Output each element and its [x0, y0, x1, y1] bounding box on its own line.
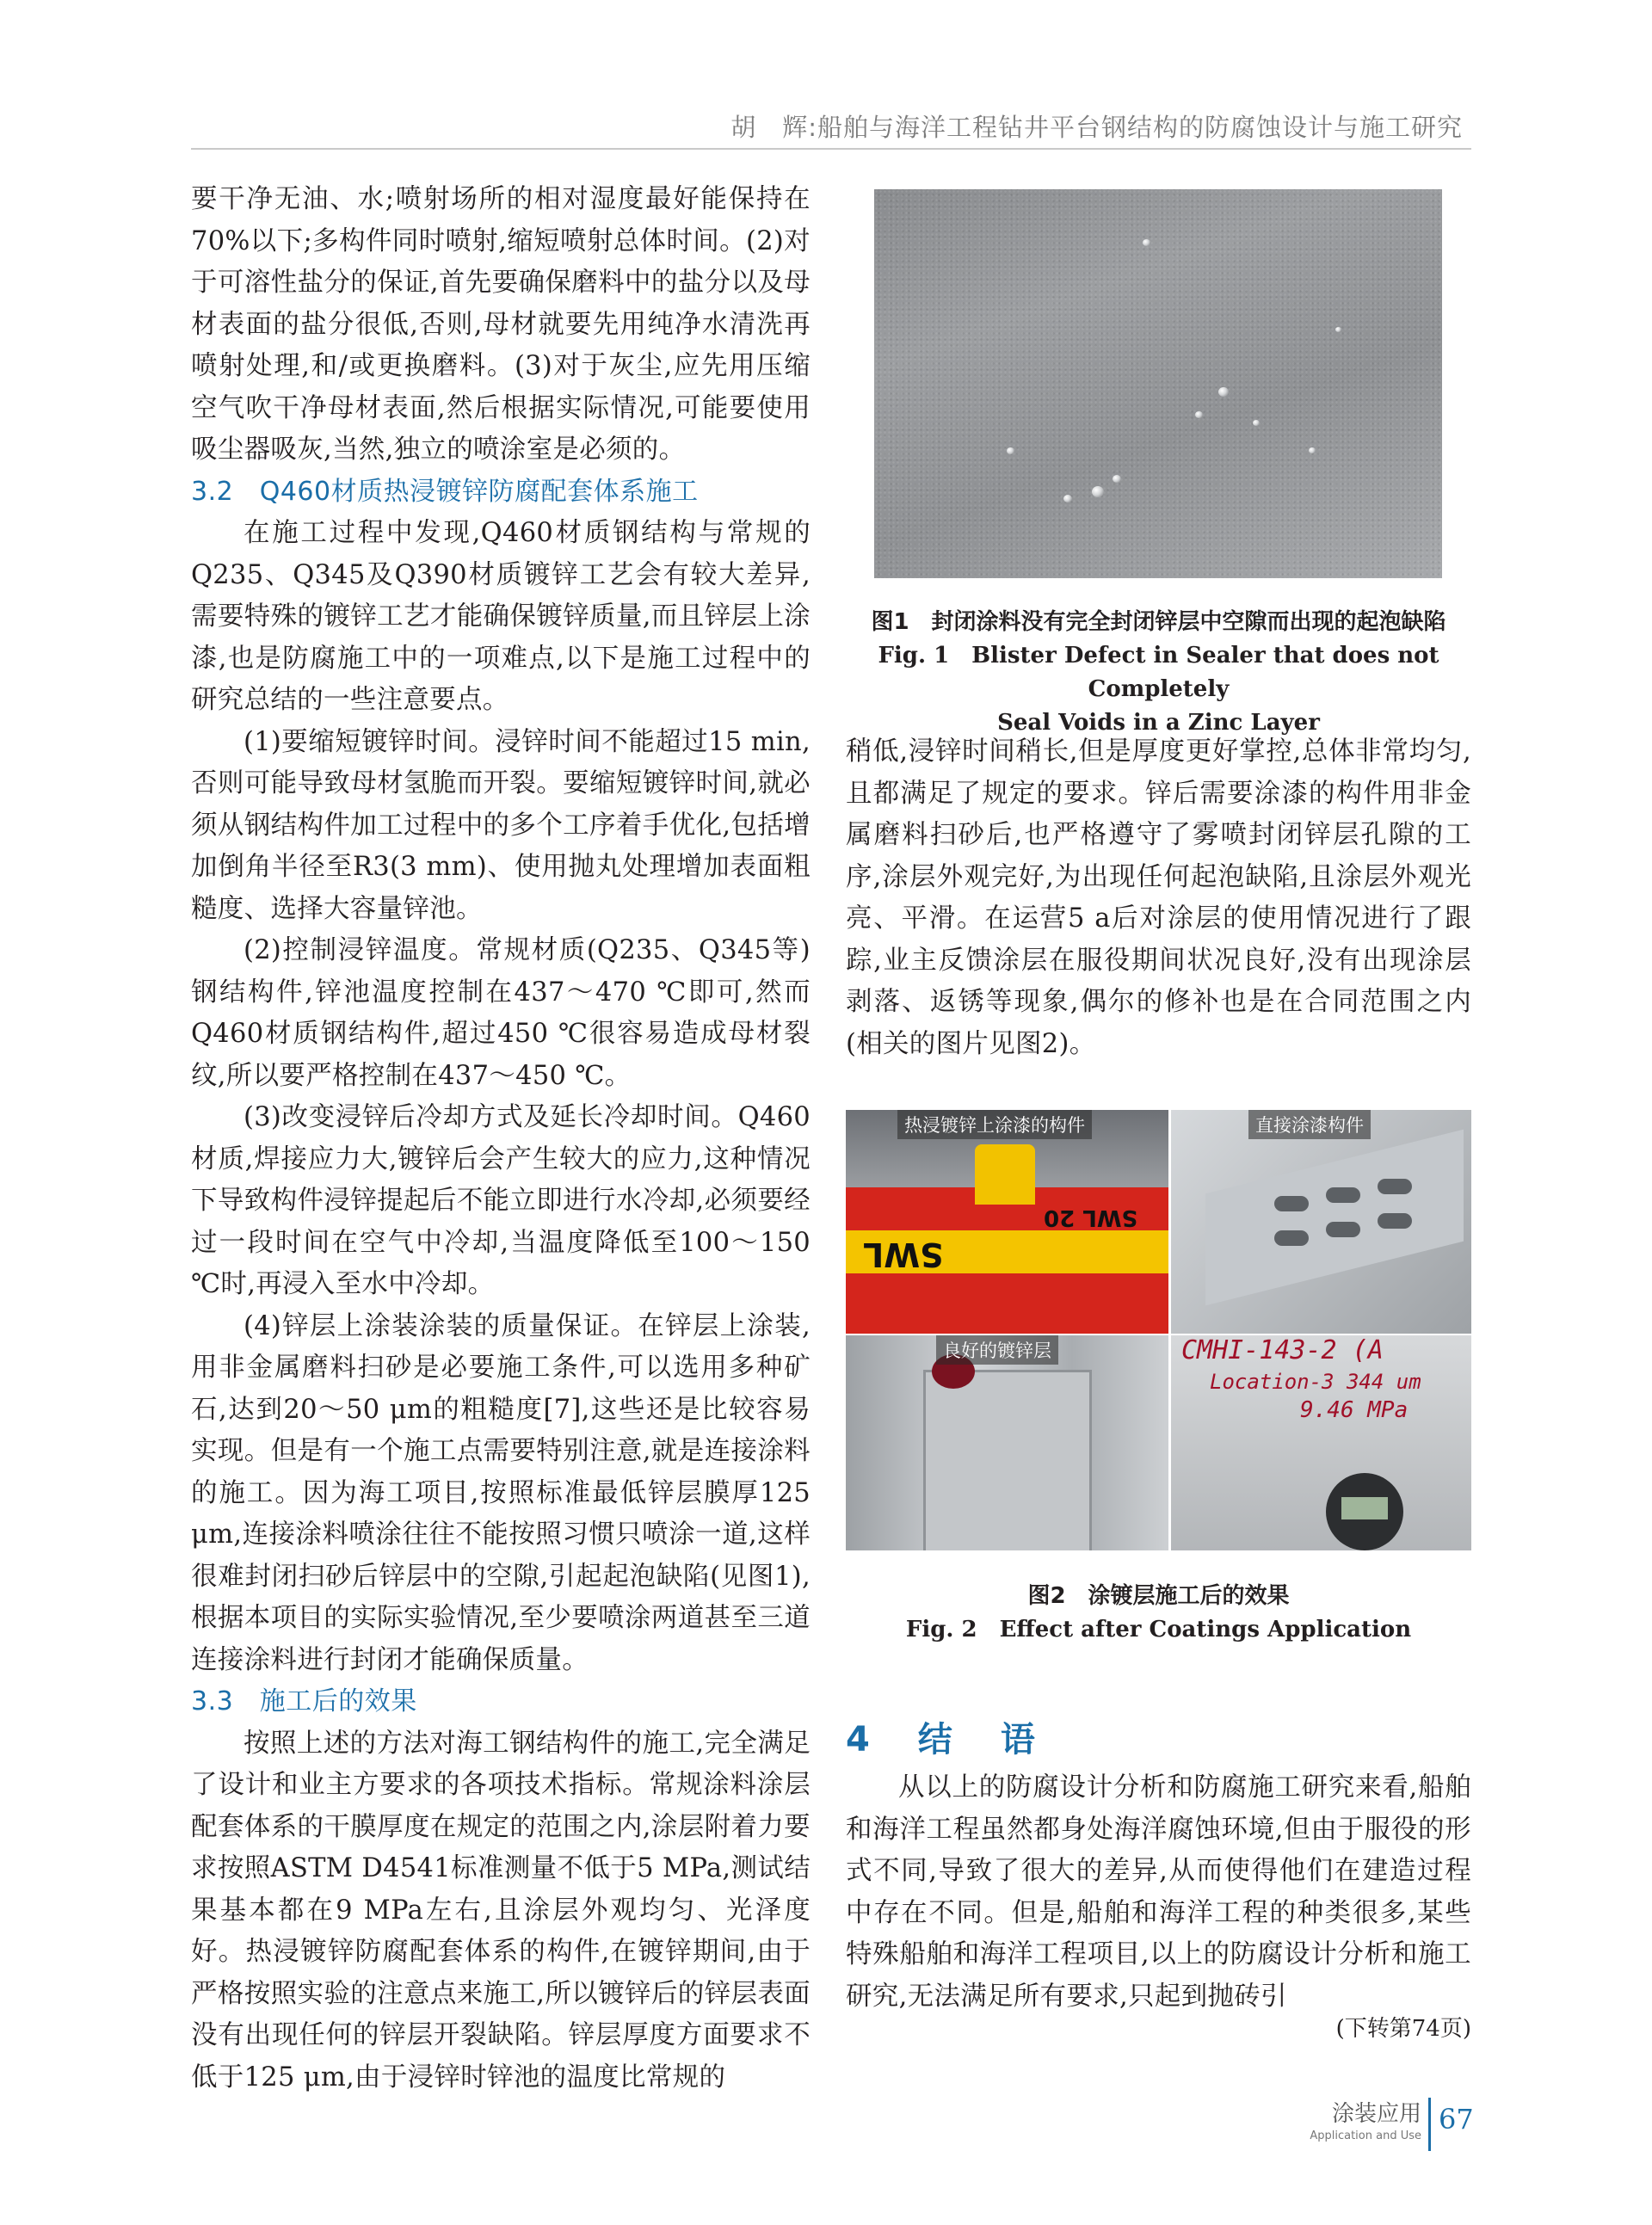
figure-2-photo-grid	[846, 1110, 1471, 1550]
paragraph: 稍低,浸锌时间稍长,但是厚度更好掌控,总体非常均匀,且都满足了规定的要求。锌后需要涂漆的构件用非金属磨料扫砂后,也严格遵守了雾喷封闭锌层孔隙的工序,涂层外观完好,为出现任何起泡缺陷,且涂层外观光亮、平滑。在运营5 a后对涂层的使用情况进行了跟踪,业主反馈涂层在服役期间状况良好,没有出现涂层剥落、返锈等现象,偶尔的修补也是在合同范围之内(相关的图片见图2)。	[846, 737, 1471, 1059]
handwritten-note: Location-3 344 um	[1210, 1370, 1421, 1394]
journal-name-en: Application and Use	[1310, 2129, 1421, 2142]
section-heading-4: 4 结 语	[846, 1720, 1042, 1760]
paragraph: (1)要缩短镀锌时间。浸锌时间不能超过15 min,否则可能导致母材氢脆而开裂。要缩短镀锌时间,就必须从钢结构件加工过程中的多个工序着手优化,包括增加倒角半径至R3(3 mm)、使用抛丸处理增加表面粗糙度、选择大容量锌池。	[191, 726, 811, 924]
sign-text: SWL	[863, 1236, 944, 1273]
photo-good-galvanizing	[846, 1335, 1168, 1550]
photo-label: 热浸镀锌上涂漆的构件	[897, 1110, 1092, 1139]
paragraph: 从以上的防腐设计分析和防腐施工研究来看,船舶和海洋工程虽然都身处海洋腐蚀环境,但由于服役的形式不同,导致了很大的差异,从而使得他们在建造过程中存在不同。但是,船舶和海洋工程的种类很多,某些特殊船舶和海洋工程项目,以上的防腐设计分析和施工研究,无法满足所有要求,只起到抛砖引	[846, 1772, 1471, 2012]
figure-1-caption-zh: 图1 封闭涂料没有完全封闭锌层中空隙而出现的起泡缺陷	[871, 609, 1446, 635]
blister	[1092, 486, 1104, 497]
blister	[1195, 411, 1203, 418]
right-column	[846, 731, 1471, 1065]
figure-1-blister-photo	[874, 189, 1442, 578]
sign-text: SWL 20	[1044, 1205, 1138, 1230]
continued-note: (下转第74页)	[1335, 2016, 1471, 2042]
handwritten-note: CMHI-143-2 (A	[1181, 1335, 1384, 1365]
paragraph: (4)锌层上涂装涂装的质量保证。在锌层上涂装,用非金属磨料扫砂是必要施工条件,可以选用多种矿石,达到20～50 μm的粗糙度[7],这些还是比较容易实现。但是有一个施工点需要特别注意,就是连接涂料的施工。因为海工项目,按照标准最低锌层膜厚125 μm,连接涂料喷涂往往不能按照习惯只喷涂一道,这样很难封闭扫砂后锌层中的空隙,引起起泡缺陷(见图1),根据本项目的实际实验情况,至少要喷涂两道甚至三道连接涂料进行封闭才能确保质量。	[191, 1310, 811, 1675]
page-number: 67	[1439, 2103, 1474, 2136]
blister	[1143, 239, 1150, 246]
section-heading-3-3: 3.3 施工后的效果	[191, 1686, 417, 1717]
figure-2-caption	[846, 1580, 1471, 1647]
figure-1-caption-en-2: Seal Voids in a Zinc Layer	[997, 710, 1320, 736]
blister	[1253, 420, 1260, 426]
blister	[1113, 475, 1121, 483]
paragraph: 在施工过程中发现,Q460材质钢结构与常规的Q235、Q345及Q390材质镀锌工艺会有较大差异,需要特殊的镀锌工艺才能确保镀锌质量,而且锌层上涂漆,也是防腐施工中的一项难点,以下是施工过程中的研究总结的一些注意要点。	[191, 518, 811, 715]
running-header-title: 胡 辉:船舶与海洋工程钻井平台钢结构的防腐蚀设计与施工研究	[730, 113, 1463, 142]
journal-brand	[1273, 2099, 1421, 2144]
paragraph: (2)控制浸锌温度。常规材质(Q235、Q345等)钢结构件,锌池温度控制在437～470 ℃即可,然而Q460材质钢结构件,超过450 ℃很容易造成母材裂纹,所以要严格控制在437～450 ℃。	[191, 935, 811, 1091]
figure-1-caption-en: Fig. 1 Blister Defect in Sealer that does not Completely	[878, 643, 1439, 702]
figure-1-caption	[846, 606, 1471, 740]
paragraph: (3)改变浸锌后冷却方式及延长冷却时间。Q460材质,焊接应力大,镀锌后会产生较大的应力,这种情况下导致构件浸锌提起后不能立即进行水冷却,必须要经过一段时间在空气中冷却,当温度降低至100～150 ℃时,再浸入至水中冷却。	[191, 1102, 811, 1299]
running-header	[191, 107, 1471, 150]
blister	[1335, 327, 1341, 332]
paragraph: 要干净无油、水;喷射场所的相对湿度最好能保持在70%以下;多构件同时喷射,缩短喷射总体时间。(2)对于可溶性盐分的保证,首先要确保磨料中的盐分以及母材表面的盐分很低,否则,母材就要先用纯净水清洗再喷射处理,和/或更换磨料。(3)对于灰尘,应先用压缩空气吹干净母材表面,然后根据实际情况,可能要使用吸尘器吸灰,当然,独立的喷涂室是必须的。	[191, 184, 811, 465]
photo-adhesion-test	[1171, 1335, 1471, 1550]
photo-label: 良好的镀锌层	[936, 1335, 1058, 1365]
section-heading-3-2: 3.2 Q460材质热浸镀锌防腐配套体系施工	[191, 476, 699, 507]
photo-direct-painted	[1171, 1110, 1471, 1334]
handwritten-note: 9.46 MPa	[1300, 1397, 1409, 1423]
figure-2-caption-zh: 图2 涂镀层施工后的效果	[1027, 1583, 1290, 1609]
left-column	[191, 179, 811, 2099]
photo-galvanized-painted	[846, 1110, 1168, 1334]
section-4	[846, 1714, 1471, 2018]
gauge-icon	[1326, 1473, 1403, 1550]
blister	[1007, 447, 1014, 454]
photo-label: 直接涂漆构件	[1248, 1110, 1371, 1139]
figure-2-caption-en: Fig. 2 Effect after Coatings Application	[905, 1617, 1412, 1643]
blister	[1218, 387, 1229, 397]
journal-name-zh: 涂装应用	[1331, 2101, 1421, 2127]
paragraph: 按照上述的方法对海工钢结构件的施工,完全满足了设计和业主方要求的各项技术指标。常规涂料涂层配套体系的干膜厚度在规定的范围之内,涂层附着力要求按照ASTM D4541标准测量不低于5 MPa,测试结果基本都在9 MPa左右,且涂层外观均匀、光泽度好。热浸镀锌防腐配套体系的构件,在镀锌期间,由于严格按照实验的注意点来施工,所以镀锌后的锌层表面没有出现任何的锌层开裂缺陷。锌层厚度方面要求不低于125 μm,由于浸锌时锌池的温度比常规的	[191, 1728, 811, 2092]
footer-divider	[1428, 2098, 1431, 2151]
blister	[1309, 447, 1316, 453]
blister	[1063, 495, 1072, 502]
